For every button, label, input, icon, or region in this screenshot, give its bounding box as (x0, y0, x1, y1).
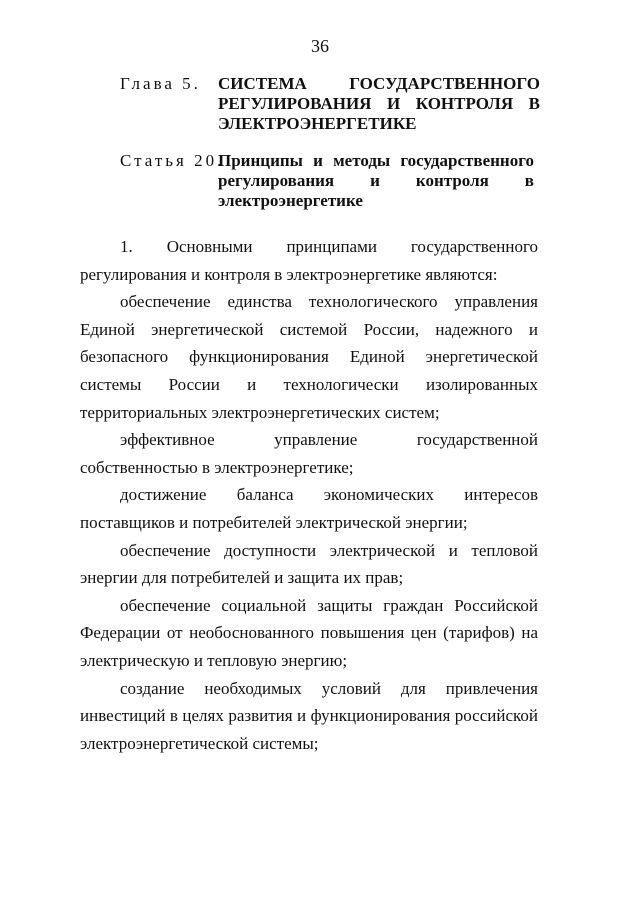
paragraph-state-property: эффективное управление государственной собственностью в электроэнергетике; (80, 430, 538, 477)
chapter-label: Глава 5. (120, 74, 201, 93)
paragraph-main-principles: 1. Основными принципами государственного регулирования и контроля в электроэнергетике являются: (80, 237, 538, 284)
page-number: 36 (311, 36, 329, 56)
article-title: Принципы и методы государственного регулирования и контроля в электроэнергетике (218, 151, 534, 210)
paragraph-energy-availability: обеспечение доступности электрической и тепловой энергии для потребителей и защита их прав; (80, 540, 538, 588)
paragraph-unity-of-control: обеспечение единства технологического управления Единой энергетической системой России, надежного и безопасного функционирования Единой энергетической системы России и технологически изолированных территориальных электроэнергетических систем; (80, 292, 538, 422)
paragraph-social-protection: обеспечение социальной защиты граждан Российской Федерации от необоснованного повышения цен (тарифов) на электрическую и тепловую энергию; (80, 595, 538, 670)
article-label: Статья 20. (120, 151, 225, 170)
paragraph-investment-conditions: создание необходимых условий для привлечения инвестиций в целях развития и функционирования российской электроэнергетической системы; (80, 678, 538, 753)
paragraph-balance-of-interests: достижение баланса экономических интересов поставщиков и потребителей электрической энергии; (80, 485, 538, 532)
chapter-title: СИСТЕМА ГОСУДАРСТВЕННОГО РЕГУЛИРОВАНИЯ И КОНТРОЛЯ В ЭЛЕКТРОЭНЕРГЕТИКЕ (218, 74, 540, 133)
article-body (80, 233, 538, 757)
